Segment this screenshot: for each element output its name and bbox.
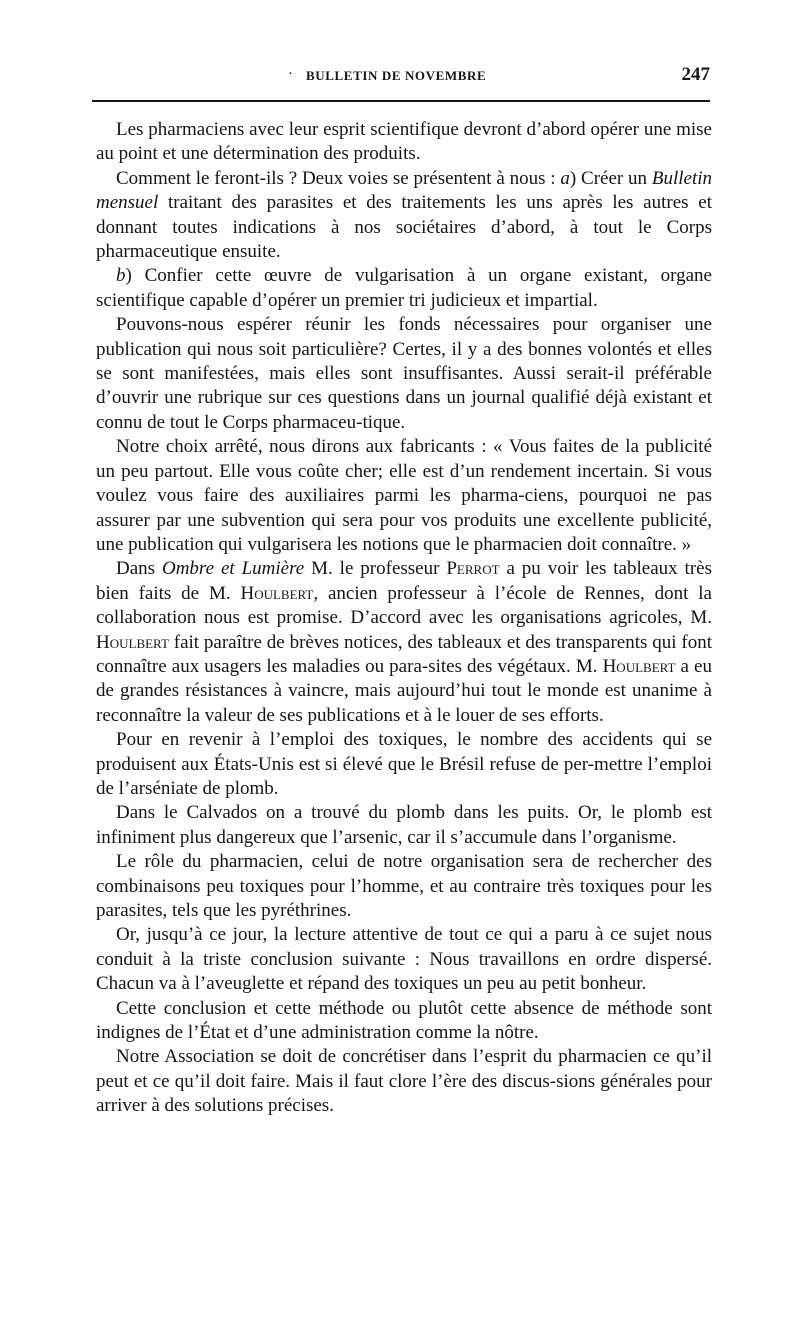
running-title: BULLETIN DE NOVEMBRE: [306, 68, 487, 83]
running-header: [92, 64, 710, 90]
header-dot: ·: [288, 66, 293, 82]
paragraph-10: Or, jusqu’à ce jour, la lecture attentive de tout ce qui a paru à ce sujet nous conduit à la triste conclusion suivante : Nous travaillons en ordre dispersé. Chacun va à l’aveuglette et répand des toxiques un peu au petit bonheur.: [96, 924, 712, 995]
paragraph-3: b) Confier cette œuvre de vulgarisation à un organe existant, organe scientifique capable d’opérer un premier tri judicieux et impartial.: [96, 265, 712, 311]
person-name: Perrot: [446, 558, 500, 580]
paragraph-12: Notre Association se doit de concrétiser dans l’esprit du pharmacien ce qu’il peut et ce qu’il doit faire. Mais il faut clore l’ère des discus-sions générales pour arriver à des solutions précises.: [96, 1046, 712, 1117]
person-name: Houlbert: [602, 655, 676, 677]
paragraph-8: Dans le Calvados on a trouvé du plomb dans les puits. Or, le plomb est infiniment plus dangereux que l’arsenic, car il s’accumule dans l’organisme.: [96, 802, 712, 848]
header-rule: [92, 100, 710, 102]
bulletin-title: Bulletin mensuel: [96, 167, 712, 214]
paragraph-6: Dans Ombre et Lumière M. le professeur Perrot a pu voir les tableaux très bien faits de M. Houlbert, ancien professeur à l’école de Rennes, dont la collaboration nous est promise. D’accord avec les organisations agricoles, M. Houlbert fait paraître de brèves notices, des tableaux et des transparents qui font connaître aux usagers les maladies ou para-sites des végétaux. M. Houlbert a eu de grandes résistances à vaincre, mais aujourd’hui tout le monde est unanime à reconnaître la valeur de ses publications et à le louer de ses efforts.: [96, 558, 712, 726]
paragraph-11: Cette conclusion et cette méthode ou plutôt cette absence de méthode sont indignes de l’État et d’une administration comme la nôtre.: [96, 997, 712, 1044]
paragraph-2: Comment le feront-ils ? Deux voies se présentent à nous : a) Créer un Bulletin mensuel traitant des parasites et des traitements les uns après les autres et donnant toutes indications à nos sociétaires d’abord, à tout le Corps pharmaceutique ensuite.: [96, 167, 712, 263]
person-name: Houlbert: [96, 631, 169, 653]
paragraph-1: Les pharmaciens avec leur esprit scientifique devront d’abord opérer une mise au point et une détermination des produits.: [96, 119, 712, 165]
page-number: 247: [681, 64, 710, 85]
person-name: Houlbert: [240, 582, 314, 604]
body-text: [96, 118, 712, 1119]
option-b-label: b: [116, 265, 126, 287]
paragraph-9: Le rôle du pharmacien, celui de notre organisation sera de rechercher des combinaisons peu toxiques pour l’homme, et au contraire très toxiques pour les parasites, tels que les pyréthrines.: [96, 851, 712, 921]
option-a-label: a: [560, 167, 570, 189]
paragraph-4: Pouvons-nous espérer réunir les fonds nécessaires pour organiser une publication qui nous soit particulière? Certes, il y a des bonnes volontés et elles se sont manifestées, mais elles sont insuffisantes. Aussi serait-il préférable d’ouvrir une rubrique sur ces questions dans un journal qualifié déjà existant et connu de tout le Corps pharmaceu-tique.: [96, 314, 712, 433]
journal-title: Ombre et Lumière: [161, 558, 305, 580]
paragraph-5: Notre choix arrêté, nous dirons aux fabricants : « Vous faites de la publicité un peu partout. Elle vous coûte cher; elle est d’un rendement incertain. Si vous voulez vous faire des auxiliaires parmi les pharma-ciens, pourquoi ne pas assurer par une subvention qui sera pour vos produits une excellente publicité, une publication qui vulgarisera les notions que le pharmacien doit connaître. »: [96, 436, 712, 555]
paragraph-7: Pour en revenir à l’emploi des toxiques, le nombre des accidents qui se produisent aux États-Unis est si élevé que le Brésil refuse de per-mettre l’emploi de l’arséniate de plomb.: [96, 729, 712, 799]
